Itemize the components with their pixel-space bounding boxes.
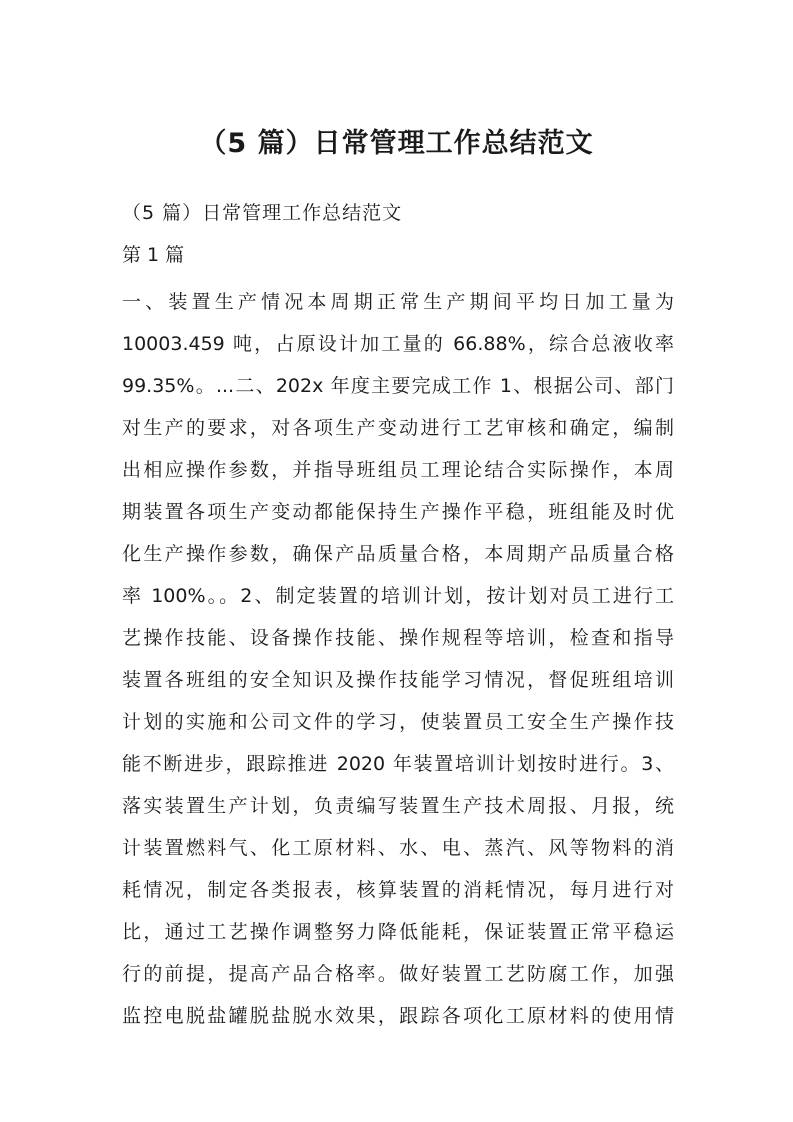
body-line: 99.35%。...二、202x 年度主要完成工作 1、根据公司、部门 bbox=[122, 375, 674, 397]
body-line: 对生产的要求，对各项生产变动进行工艺审核和确定，编制 bbox=[122, 417, 674, 439]
body-line: 监控电脱盐罐脱盐脱水效果，跟踪各项化工原材料的使用情 bbox=[122, 1005, 674, 1027]
body-line: 装置各班组的安全知识及操作技能学习情况，督促班组培训 bbox=[122, 669, 674, 691]
body-line: 化生产操作参数，确保产品质量合格，本周期产品质量合格 bbox=[122, 543, 674, 565]
body-line: 能不断进步，跟踪推进 2020 年装置培训计划按时进行。3、 bbox=[122, 753, 674, 775]
body-line: 出相应操作参数，并指导班组员工理论结合实际操作，本周 bbox=[122, 459, 674, 481]
body-line: 期装置各项生产变动都能保持生产操作平稳，班组能及时优 bbox=[122, 501, 674, 523]
body-line: 行的前提，提高产品合格率。做好装置工艺防腐工作，加强 bbox=[122, 963, 674, 985]
body-line: 率 100%。。2、制定装置的培训计划，按计划对员工进行工 bbox=[122, 585, 674, 607]
body-line: 耗情况，制定各类报表，核算装置的消耗情况，每月进行对 bbox=[122, 879, 674, 901]
document-title: （5 篇）日常管理工作总结范文 bbox=[199, 128, 594, 159]
document-subtitle: （5 篇）日常管理工作总结范文 bbox=[122, 202, 403, 224]
body-line: 一、装置生产情况本周期正常生产期间平均日加工量为 bbox=[122, 291, 674, 313]
body-line: 艺操作技能、设备操作技能、操作规程等培训，检查和指导 bbox=[122, 627, 674, 649]
body-line: 计划的实施和公司文件的学习，使装置员工安全生产操作技 bbox=[122, 711, 674, 733]
body-line: 10003.459 吨，占原设计加工量的 66.88%，综合总液收率 bbox=[122, 333, 674, 355]
body-line: 落实装置生产计划，负责编写装置生产技术周报、月报，统 bbox=[122, 795, 674, 817]
body-text bbox=[122, 281, 674, 1037]
section-heading: 第 1 篇 bbox=[122, 244, 185, 266]
body-line: 计装置燃料气、化工原材料、水、电、蒸汽、风等物料的消 bbox=[122, 837, 674, 859]
body-line: 比，通过工艺操作调整努力降低能耗，保证装置正常平稳运 bbox=[122, 921, 674, 943]
